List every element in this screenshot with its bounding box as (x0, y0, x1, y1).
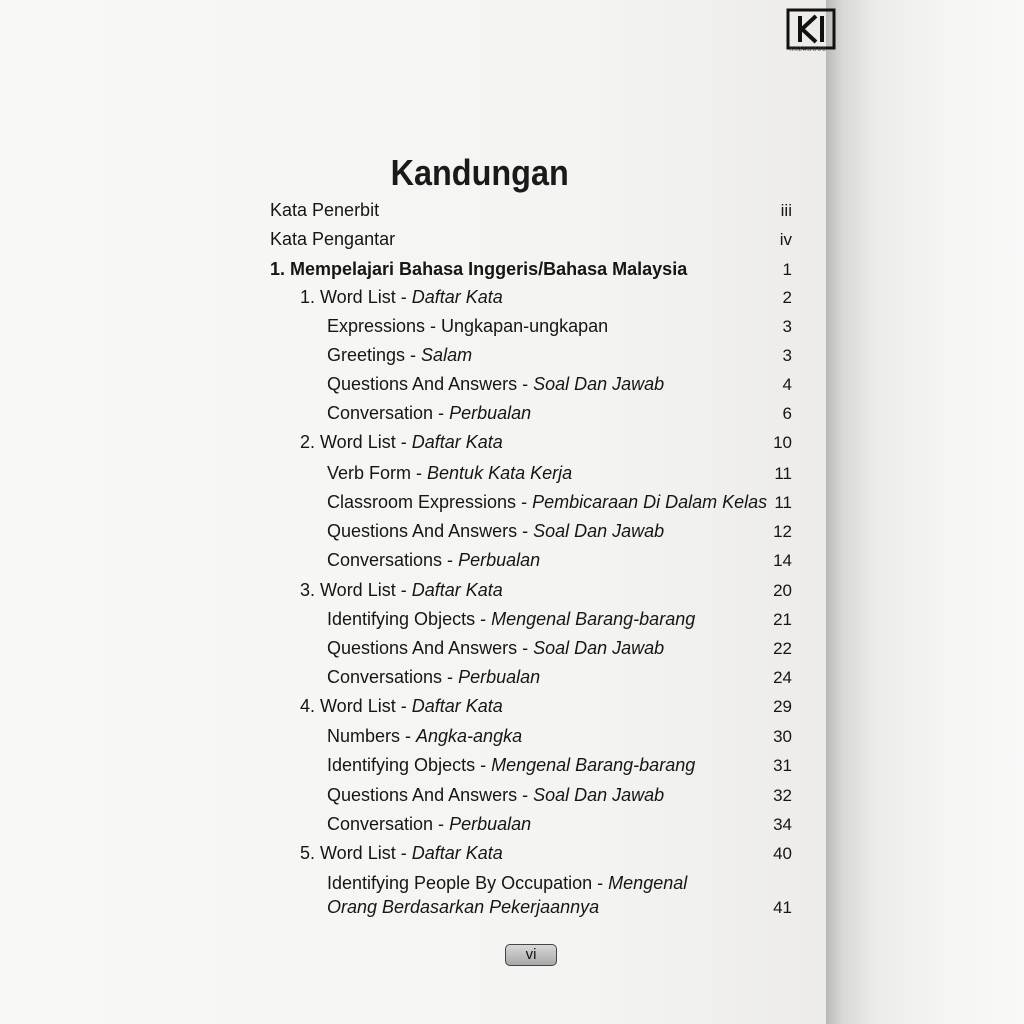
toc-entry-malay-label: Soal Dan Jawab (533, 785, 665, 805)
toc-entry-label: Conversation - (327, 814, 450, 834)
toc-entry-malay-label: Angka-angka (416, 726, 523, 746)
toc-entry-label: 5. Word List - (300, 843, 412, 863)
toc-entry (327, 666, 540, 688)
toc-entry-label: Greetings - (327, 345, 422, 365)
toc-entry (327, 344, 472, 366)
page-number-badge: vi (505, 944, 557, 966)
toc-entry-malay-label: Daftar Kata (411, 580, 503, 600)
toc-entry (300, 695, 503, 717)
toc-entry (300, 842, 503, 864)
toc-entry (327, 491, 767, 513)
toc-entry (327, 872, 687, 894)
toc-entry-label: Identifying Objects - (327, 755, 492, 775)
toc-entry-malay-label: Perbualan (449, 814, 532, 834)
toc-entry (300, 286, 503, 308)
toc-entry-label: Identifying People By Occupation - (327, 873, 609, 893)
toc-entry-malay-label: Soal Dan Jawab (533, 638, 665, 658)
toc-entry (300, 431, 503, 453)
toc-page-number: 32 (773, 786, 792, 805)
toc-entry-label: Questions And Answers - (327, 785, 534, 805)
toc-entry-malay-label: Perbualan (458, 550, 541, 570)
toc-entry-malay-label: Daftar Kata (411, 843, 503, 863)
toc-entry-malay-label: Daftar Kata (411, 287, 503, 307)
toc-entry (300, 579, 503, 601)
toc-entry-label: Conversations - (327, 667, 459, 687)
toc-entry (327, 402, 531, 424)
toc-entry-label: Kata Penerbit (270, 200, 380, 220)
toc-page-number: 21 (773, 610, 792, 629)
toc-entry (327, 315, 608, 337)
toc-entry (327, 520, 664, 542)
toc-entry-malay-label: Daftar Kata (411, 432, 503, 452)
toc-entry-label: Expressions - Ungkapan-ungkapan (327, 316, 609, 336)
toc-entry (327, 784, 664, 806)
toc-page-number: 10 (773, 433, 792, 452)
toc-page-number: 1 (782, 260, 792, 279)
toc-entry (327, 725, 522, 747)
toc-entry-malay-label: Bentuk Kata Kerja (427, 463, 573, 483)
toc-page-number: 6 (782, 404, 792, 423)
toc-page-number: 22 (773, 639, 792, 658)
toc-page-number: 3 (782, 346, 792, 365)
toc-entry-label: Identifying Objects - (327, 609, 492, 629)
toc-entry (327, 549, 540, 571)
toc-entry-label: Conversation - (327, 403, 450, 423)
toc-entry (270, 199, 379, 221)
toc-page-number: 4 (782, 375, 792, 394)
toc-entry-malay-label: Perbualan (449, 403, 532, 423)
toc-entry (327, 754, 695, 776)
toc-page-number: 31 (773, 756, 792, 775)
toc-entry-label: Classroom Expressions - (327, 492, 533, 512)
toc-entry-malay-label: Salam (421, 345, 473, 365)
toc-entry-malay-label: Perbualan (458, 667, 541, 687)
toc-entry-label: Questions And Answers - (327, 638, 534, 658)
toc-page-number: 12 (773, 522, 792, 541)
toc-entry (327, 813, 531, 835)
toc-entry-label: 2. Word List - (300, 432, 412, 452)
toc-entry-malay-label: Soal Dan Jawab (533, 374, 665, 394)
toc-page-number: 3 (782, 317, 792, 336)
toc-entry (327, 896, 599, 918)
toc-page-number: 20 (773, 581, 792, 600)
toc-page-number: 11 (774, 493, 792, 512)
page-title: Kandungan (390, 152, 569, 194)
toc-entry-malay-label: Mengenal (608, 873, 688, 893)
toc-page-number: 24 (773, 668, 792, 687)
toc-entry-malay-label: Mengenal Barang-barang (491, 609, 696, 629)
toc-entry (270, 258, 687, 280)
toc-entry-label: 3. Word List - (300, 580, 412, 600)
toc-entry (327, 637, 664, 659)
toc-page-number: 11 (774, 464, 792, 483)
toc-entry-malay-label: Soal Dan Jawab (533, 521, 665, 541)
toc-page-number: 41 (773, 898, 792, 917)
toc-entry-label: 1. Mempelajari Bahasa Inggeris/Bahasa Malaysia (270, 259, 688, 279)
toc-entry-label: 1. Word List - (300, 287, 412, 307)
toc-page-number: 2 (782, 288, 792, 307)
toc-entry-malay-label: Mengenal Barang-barang (491, 755, 696, 775)
toc-entry-label: Questions And Answers - (327, 521, 534, 541)
toc-page-number: 14 (773, 551, 792, 570)
toc-page-number: 40 (773, 844, 792, 863)
toc-entry (327, 462, 572, 484)
logo-caption: KKZAWOOD (790, 47, 827, 53)
toc-entry-malay-label: Daftar Kata (411, 696, 503, 716)
toc-entry (327, 608, 695, 630)
toc-entry (327, 373, 664, 395)
toc-page-number: iv (779, 230, 792, 249)
toc-page-number: 34 (773, 815, 792, 834)
toc-entry (270, 228, 395, 250)
toc-entry-malay-label: Orang Berdasarkan Pekerjaannya (327, 897, 600, 917)
toc-entry-label: Conversations - (327, 550, 459, 570)
toc-page-number: iii (780, 201, 792, 220)
toc-entry-label: 4. Word List - (300, 696, 412, 716)
toc-entry-label: Kata Pengantar (270, 229, 396, 249)
toc-entry-label: Numbers - (327, 726, 417, 746)
toc-page-number: 29 (773, 697, 792, 716)
toc-entry-label: Verb Form - (327, 463, 428, 483)
toc-page-number: 30 (773, 727, 792, 746)
toc-entry-malay-label: Pembicaraan Di Dalam Kelas (532, 492, 768, 512)
toc-entry-label: Questions And Answers - (327, 374, 534, 394)
